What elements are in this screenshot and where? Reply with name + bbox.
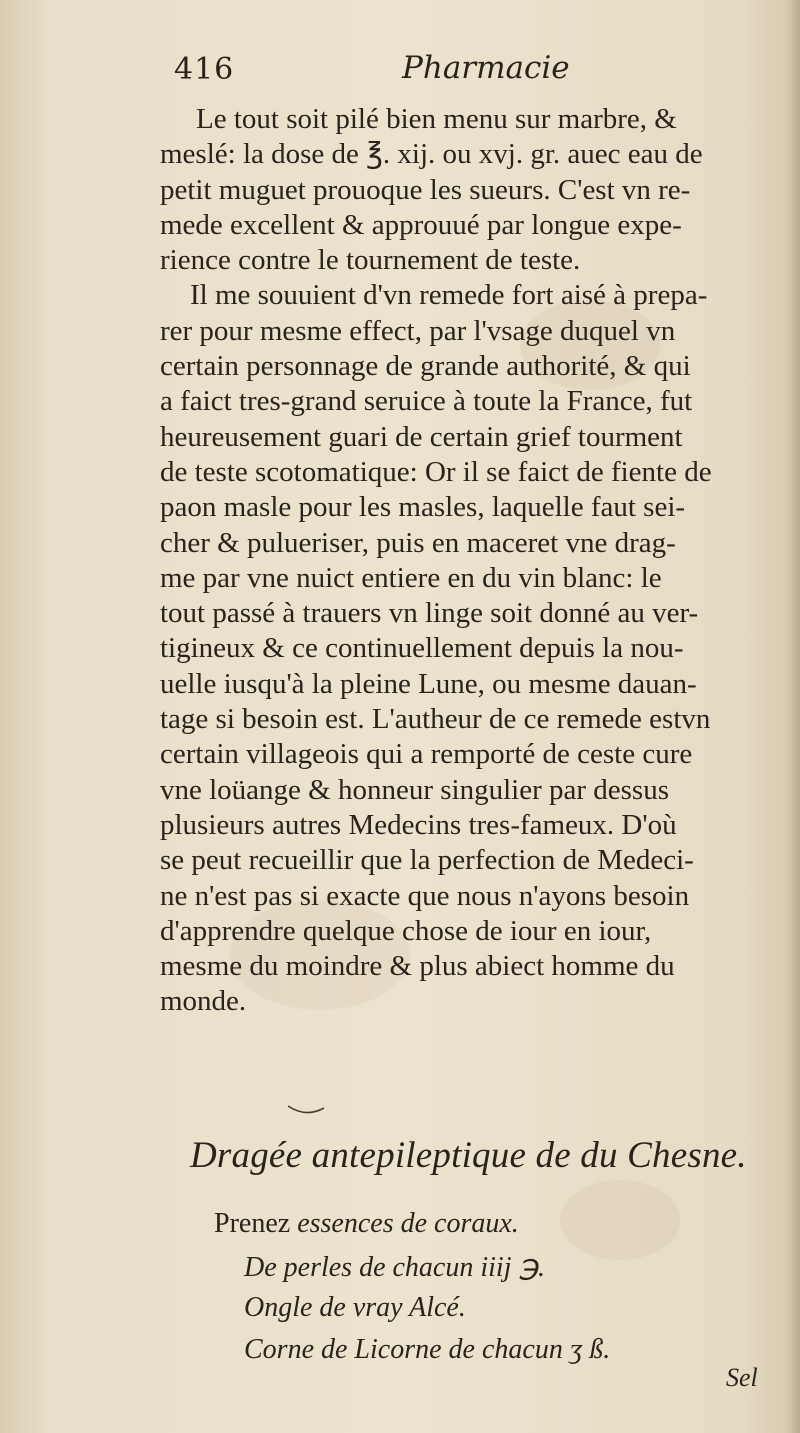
page-number: 416	[174, 52, 235, 87]
text-line: certain personnage de grande authorité, & qui	[160, 350, 691, 383]
ingredient-text: De perles de chacun iiij ℈.	[244, 1252, 546, 1283]
text-line: tigineux & ce continuellement depuis la nou-	[160, 632, 684, 665]
text-line: uelle iusqu'à la pleine Lune, ou mesme dauan-	[160, 667, 697, 700]
ingredient-line	[244, 1250, 545, 1284]
text-line: a faict tres-grand seruice à toute la France, fut	[160, 385, 693, 418]
text-line: mesme du moindre & plus abiect homme du	[160, 950, 675, 983]
page-edge-shadow	[786, 0, 800, 1433]
text-line: Il me souuient d'vn remede fort aisé à prepa-	[190, 279, 708, 312]
text-line: monde.	[160, 985, 247, 1018]
running-head: Pharmacie	[402, 50, 570, 86]
text-line: mede excellent & approuué par longue expe-	[160, 208, 682, 241]
text-line: ne n'est pas si exacte que nous n'ayons besoin	[160, 879, 690, 912]
text-line: plusieurs autres Medecins tres-fameux. D'où	[160, 808, 677, 841]
text-line: de teste scotomatique: Or il se faict de fiente de	[160, 455, 712, 488]
recipe-title: Dragée antepileptique de du Chesne.	[190, 1135, 747, 1176]
paper-stain	[560, 1180, 680, 1260]
text-line: Le tout soit pilé bien menu sur marbre, &	[196, 103, 677, 135]
body-text	[160, 102, 768, 1020]
catchword: Sel	[726, 1363, 758, 1392]
separator-ornament	[286, 1100, 326, 1118]
text-line: rer pour mesme effect, par l'vsage duquel vn	[160, 314, 676, 347]
text-line: paon masle pour les masles, laquelle faut sei-	[160, 491, 686, 524]
text-line: meslé: la dose de ℥. xij. ou xvj. gr. auec eau de	[160, 138, 703, 171]
ingredient-line	[244, 1292, 466, 1324]
text-line: heureusement guari de certain grief tourment	[160, 420, 683, 453]
ingredient-lead: Prenez	[214, 1208, 298, 1239]
ingredient-text: essences de coraux.	[297, 1208, 519, 1239]
text-line: cher & pulueriser, puis en maceret vne drag-	[160, 526, 676, 559]
text-line: d'apprendre quelque chose de iour en iour,	[160, 914, 652, 947]
ingredient-text: Corne de Licorne de chacun ʒ ß.	[244, 1334, 611, 1365]
page-header	[174, 50, 614, 100]
ingredient-line	[244, 1334, 610, 1366]
text-line: vne loüange & honneur singulier par dessus	[160, 773, 670, 806]
text-line: me par vne nuict entiere en du vin blanc: le	[160, 561, 662, 594]
text-line: se peut recueillir que la perfection de Medeci-	[160, 844, 694, 877]
text-line: certain villageois qui a remporté de ceste cure	[160, 738, 693, 771]
text-line: tage si besoin est. L'autheur de ce remede estvn	[160, 703, 711, 736]
text-line: tout passé à trauers vn linge soit donné au ver-	[160, 597, 699, 630]
ingredient-text: Ongle de vray Alcé.	[244, 1292, 466, 1323]
text-line: rience contre le tournement de teste.	[160, 244, 581, 277]
ingredient-line	[214, 1208, 519, 1240]
text-line: petit muguet prouoque les sueurs. C'est vn re-	[160, 173, 691, 206]
